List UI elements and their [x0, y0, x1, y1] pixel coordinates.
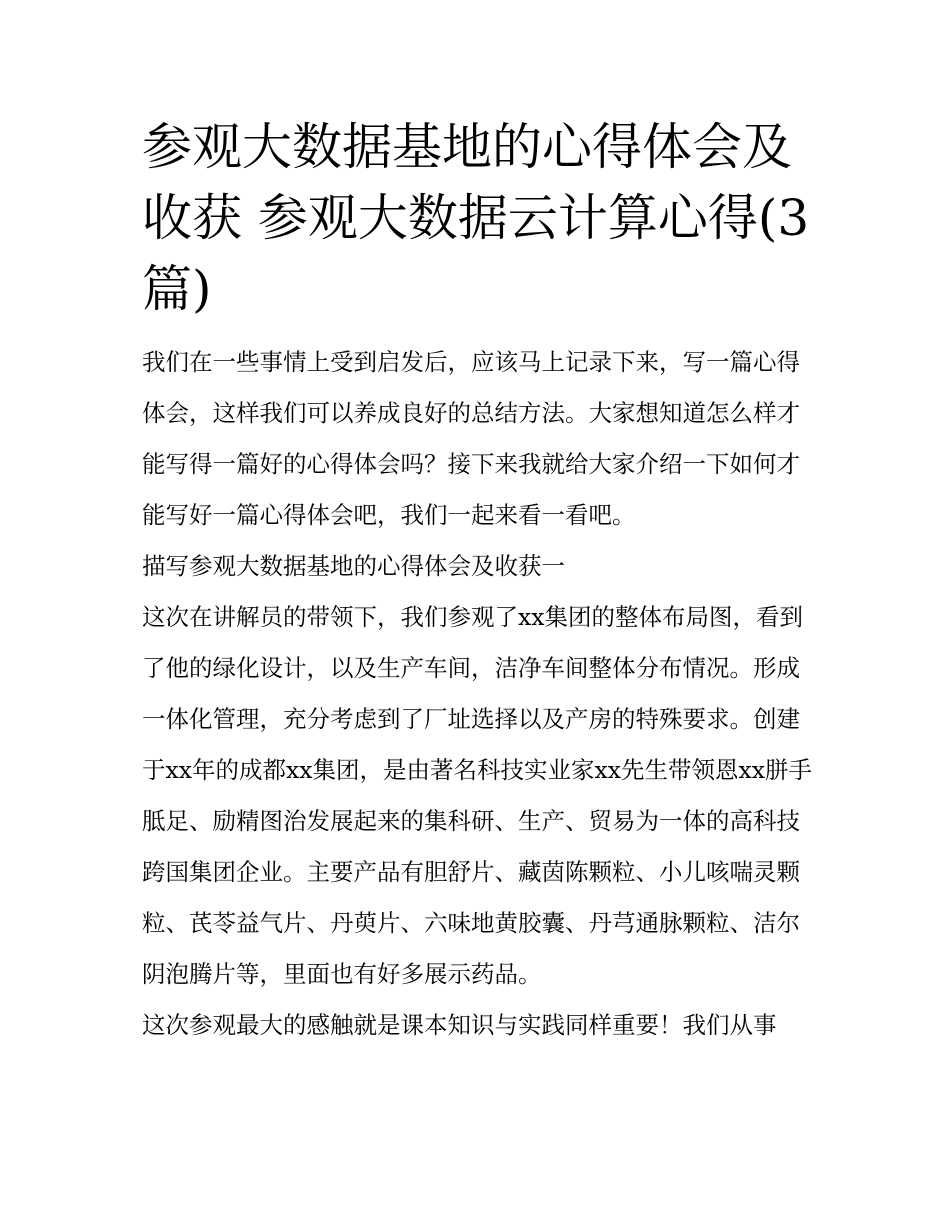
body-paragraph: 这次在讲解员的带领下，我们参观了xx集团的整体布局图，看到了他的绿化设计，以及生产车间，洁净车间整体分布情况。形成一体化管理，充分考虑到了厂址选择以及产房的特殊要求。创建于xx年的成都xx集团，是由著名科技实业家xx先生带领恩xx胼手胝足、励精图治发展起来的集科研、生产、贸易为一体的高科技跨国集团企业。主要产品有胆舒片、藏茵陈颗粒、小儿咳喘灵颗粒、芪苓益气片、丹萸片、六味地黄胶囊、丹芎通脉颗粒、洁尔阴泡腾片等，里面也有好多展示药品。 [142, 603, 813, 988]
document-content [142, 112, 822, 1051]
body-paragraph: 这次参观最大的感触就是课本知识与实践同样重要！我们从事 [142, 1011, 777, 1039]
intro-paragraph: 我们在一些事情上受到启发后，应该马上记录下来，写一篇心得体会，这样我们可以养成良好的总结方法。大家想知道怎么样才能写得一篇好的心得体会吗？接下来我就给大家介绍一下如何才能写好一篇心得体会吧，我们一起来看一看吧。 [142, 348, 800, 529]
document-title: 参观大数据基地的心得体会及收获 参观大数据云计算心得(3篇) [142, 118, 810, 318]
section-heading: 描写参观大数据基地的心得体会及收获一 [142, 552, 565, 580]
